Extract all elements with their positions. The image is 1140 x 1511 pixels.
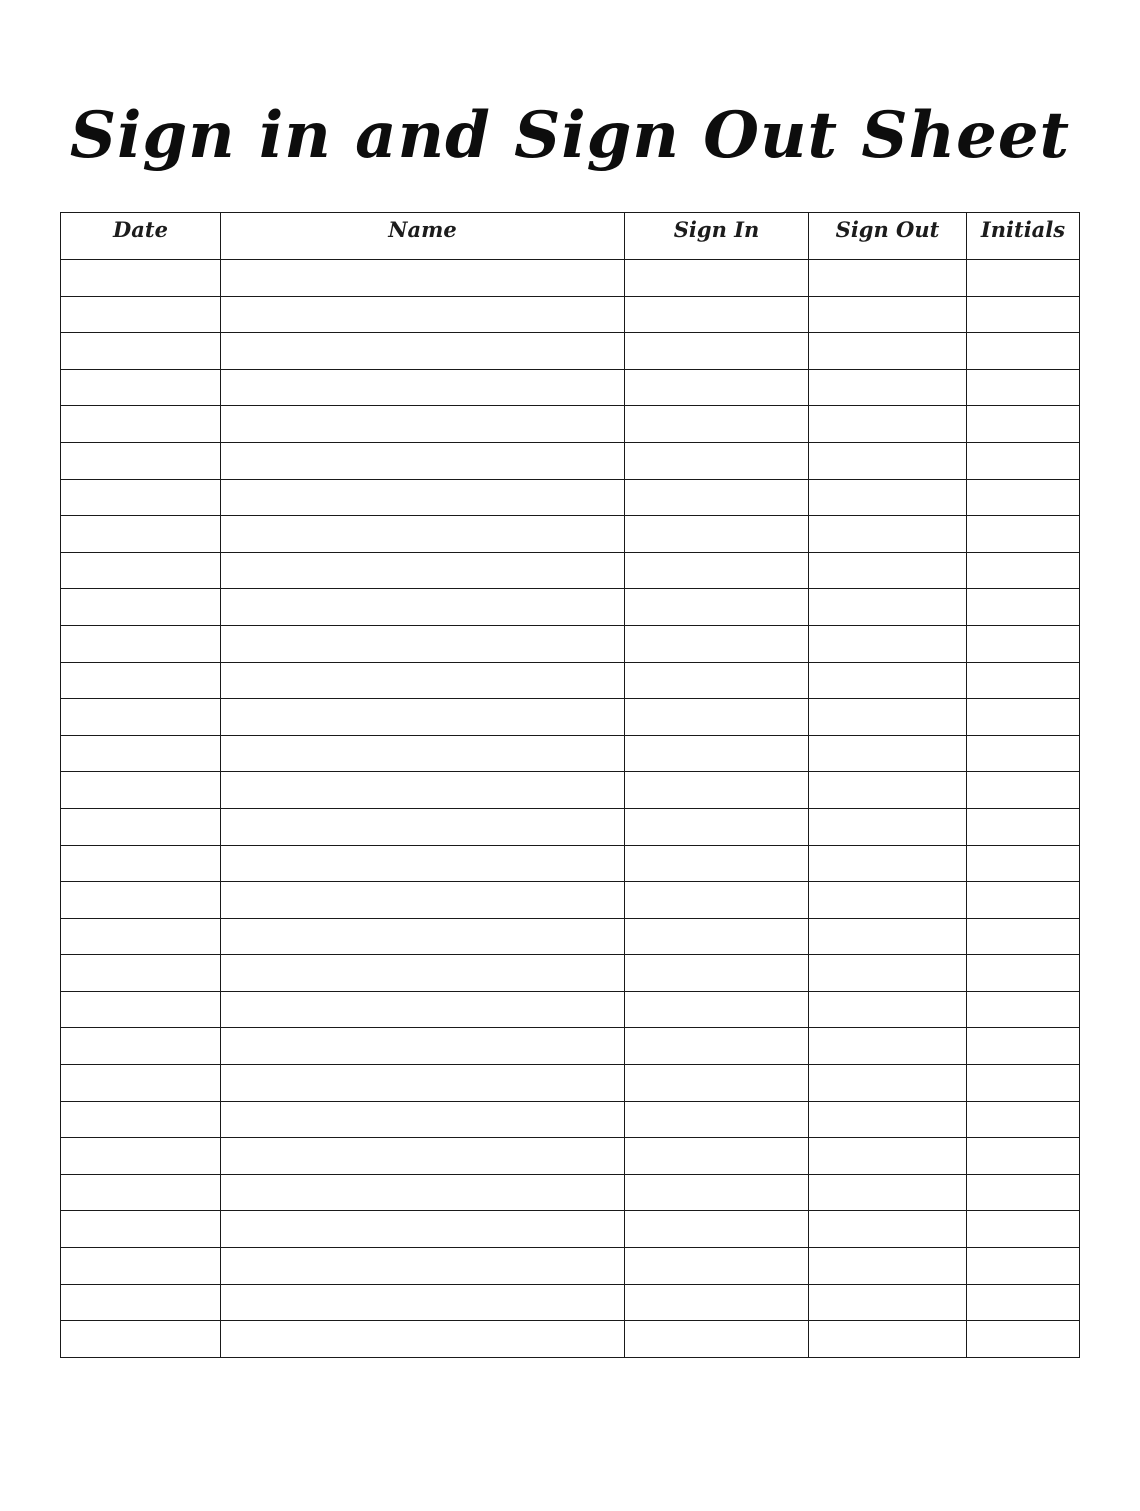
initials-cell[interactable] [967,808,1080,845]
sign-in-cell[interactable] [625,1174,809,1211]
initials-cell[interactable] [967,333,1080,370]
sign-in-cell[interactable] [625,516,809,553]
date-cell[interactable] [61,406,221,443]
table-row [61,1028,1080,1065]
sign-in-cell[interactable] [625,1248,809,1285]
table-row [61,772,1080,809]
date-cell[interactable] [61,1284,221,1321]
name-cell[interactable] [221,955,625,992]
date-cell[interactable] [61,442,221,479]
date-cell[interactable] [61,955,221,992]
sign-out-cell[interactable] [809,296,967,333]
date-cell[interactable] [61,333,221,370]
initials-cell[interactable] [967,1211,1080,1248]
table-row [61,1101,1080,1138]
sign-out-cell[interactable] [809,1028,967,1065]
sign-out-cell[interactable] [809,991,967,1028]
name-cell[interactable] [221,369,625,406]
initials-cell[interactable] [967,1138,1080,1175]
initials-cell[interactable] [967,1065,1080,1102]
sign-in-cell[interactable] [625,735,809,772]
table-row [61,1284,1080,1321]
date-cell[interactable] [61,625,221,662]
date-cell[interactable] [61,772,221,809]
sign-in-cell[interactable] [625,699,809,736]
date-cell[interactable] [61,1211,221,1248]
date-cell[interactable] [61,918,221,955]
table-row [61,406,1080,443]
name-cell[interactable] [221,1065,625,1102]
sign-in-cell[interactable] [625,808,809,845]
name-cell[interactable] [221,882,625,919]
sign-out-cell[interactable] [809,1211,967,1248]
date-cell[interactable] [61,808,221,845]
column-header-name: Name [221,213,625,260]
name-cell[interactable] [221,1101,625,1138]
table-row [61,918,1080,955]
initials-cell[interactable] [967,260,1080,297]
sign-out-cell[interactable] [809,1321,967,1358]
initials-cell[interactable] [967,625,1080,662]
initials-cell[interactable] [967,1284,1080,1321]
date-cell[interactable] [61,991,221,1028]
sign-in-cell[interactable] [625,845,809,882]
sign-out-cell[interactable] [809,772,967,809]
sign-out-cell[interactable] [809,808,967,845]
name-cell[interactable] [221,808,625,845]
initials-cell[interactable] [967,406,1080,443]
initials-cell[interactable] [967,772,1080,809]
initials-cell[interactable] [967,589,1080,626]
name-cell[interactable] [221,333,625,370]
sign-out-cell[interactable] [809,479,967,516]
sign-in-cell[interactable] [625,918,809,955]
name-cell[interactable] [221,662,625,699]
column-header-sign-in: Sign In [625,213,809,260]
name-cell[interactable] [221,699,625,736]
sign-in-cell[interactable] [625,1211,809,1248]
initials-cell[interactable] [967,735,1080,772]
date-cell[interactable] [61,260,221,297]
sign-in-cell[interactable] [625,406,809,443]
date-cell[interactable] [61,589,221,626]
initials-cell[interactable] [967,369,1080,406]
table-row [61,1321,1080,1358]
date-cell[interactable] [61,845,221,882]
table-row [61,1174,1080,1211]
initials-cell[interactable] [967,882,1080,919]
name-cell[interactable] [221,589,625,626]
table-row [61,479,1080,516]
name-cell[interactable] [221,442,625,479]
name-cell[interactable] [221,1174,625,1211]
sign-in-cell[interactable] [625,955,809,992]
date-cell[interactable] [61,1028,221,1065]
name-cell[interactable] [221,260,625,297]
initials-cell[interactable] [967,1321,1080,1358]
sign-in-cell[interactable] [625,882,809,919]
date-cell[interactable] [61,296,221,333]
initials-cell[interactable] [967,552,1080,589]
table-row [61,955,1080,992]
table-row [61,991,1080,1028]
sign-out-cell[interactable] [809,845,967,882]
date-cell[interactable] [61,735,221,772]
date-cell[interactable] [61,1065,221,1102]
table-row [61,589,1080,626]
column-header-date: Date [61,213,221,260]
initials-cell[interactable] [967,955,1080,992]
initials-cell[interactable] [967,1028,1080,1065]
date-cell[interactable] [61,516,221,553]
sign-in-cell[interactable] [625,333,809,370]
table-row [61,296,1080,333]
sign-in-cell[interactable] [625,1028,809,1065]
initials-cell[interactable] [967,1174,1080,1211]
sign-out-cell[interactable] [809,955,967,992]
initials-cell[interactable] [967,516,1080,553]
table-row [61,882,1080,919]
sign-out-cell[interactable] [809,1248,967,1285]
initials-cell[interactable] [967,1248,1080,1285]
name-cell[interactable] [221,1284,625,1321]
sign-in-cell[interactable] [625,991,809,1028]
sign-out-cell[interactable] [809,333,967,370]
name-cell[interactable] [221,552,625,589]
sign-out-cell[interactable] [809,589,967,626]
table-row [61,516,1080,553]
sign-out-cell[interactable] [809,918,967,955]
table-header-row [61,213,1080,260]
sign-in-cell[interactable] [625,589,809,626]
table-row [61,625,1080,662]
date-cell[interactable] [61,1174,221,1211]
table-row [61,260,1080,297]
initials-cell[interactable] [967,699,1080,736]
table-row [61,1138,1080,1175]
name-cell[interactable] [221,296,625,333]
sign-out-cell[interactable] [809,662,967,699]
date-cell[interactable] [61,479,221,516]
sign-in-cell[interactable] [625,296,809,333]
sign-in-cell[interactable] [625,625,809,662]
sign-out-cell[interactable] [809,442,967,479]
sign-out-cell[interactable] [809,1174,967,1211]
name-cell[interactable] [221,1321,625,1358]
sign-in-cell[interactable] [625,442,809,479]
table-row [61,1248,1080,1285]
sheet-title: Sign in and Sign Out Sheet [69,98,1071,173]
date-cell[interactable] [61,552,221,589]
name-cell[interactable] [221,406,625,443]
date-cell[interactable] [61,1321,221,1358]
initials-cell[interactable] [967,1101,1080,1138]
name-cell[interactable] [221,1248,625,1285]
sign-out-cell[interactable] [809,1284,967,1321]
date-cell[interactable] [61,882,221,919]
sign-in-cell[interactable] [625,1321,809,1358]
sign-out-cell[interactable] [809,625,967,662]
sign-in-table [60,212,1080,1358]
initials-cell[interactable] [967,479,1080,516]
name-cell[interactable] [221,516,625,553]
table-row [61,1211,1080,1248]
date-cell[interactable] [61,369,221,406]
table-row [61,845,1080,882]
sign-out-cell[interactable] [809,882,967,919]
date-cell[interactable] [61,699,221,736]
sign-in-cell[interactable] [625,369,809,406]
column-header-initials: Initials [967,213,1080,260]
sign-out-cell[interactable] [809,552,967,589]
sign-out-cell[interactable] [809,1065,967,1102]
table-row [61,735,1080,772]
date-cell[interactable] [61,1101,221,1138]
sign-in-cell[interactable] [625,662,809,699]
date-cell[interactable] [61,1138,221,1175]
initials-cell[interactable] [967,991,1080,1028]
table-row [61,662,1080,699]
initials-cell[interactable] [967,296,1080,333]
sign-in-cell[interactable] [625,1101,809,1138]
initials-cell[interactable] [967,845,1080,882]
table-row [61,333,1080,370]
sign-out-cell[interactable] [809,369,967,406]
sign-in-cell[interactable] [625,1065,809,1102]
sign-out-cell[interactable] [809,260,967,297]
name-cell[interactable] [221,625,625,662]
name-cell[interactable] [221,735,625,772]
table-row [61,808,1080,845]
date-cell[interactable] [61,1248,221,1285]
table-row [61,699,1080,736]
sign-out-cell[interactable] [809,1101,967,1138]
table-row [61,369,1080,406]
sign-in-cell[interactable] [625,772,809,809]
table-row [61,552,1080,589]
sign-out-cell[interactable] [809,1138,967,1175]
name-cell[interactable] [221,845,625,882]
name-cell[interactable] [221,991,625,1028]
column-header-sign-out: Sign Out [809,213,967,260]
name-cell[interactable] [221,1028,625,1065]
sign-out-cell[interactable] [809,516,967,553]
name-cell[interactable] [221,479,625,516]
sign-out-cell[interactable] [809,406,967,443]
sign-in-cell[interactable] [625,552,809,589]
table-row [61,1065,1080,1102]
sign-in-cell[interactable] [625,1138,809,1175]
sign-out-cell[interactable] [809,735,967,772]
table-body [61,260,1080,1358]
initials-cell[interactable] [967,442,1080,479]
sign-in-cell[interactable] [625,1284,809,1321]
name-cell[interactable] [221,1138,625,1175]
sign-in-cell[interactable] [625,479,809,516]
table-row [61,442,1080,479]
date-cell[interactable] [61,662,221,699]
initials-cell[interactable] [967,662,1080,699]
initials-cell[interactable] [967,918,1080,955]
name-cell[interactable] [221,1211,625,1248]
sign-in-cell[interactable] [625,260,809,297]
name-cell[interactable] [221,918,625,955]
name-cell[interactable] [221,772,625,809]
sign-out-cell[interactable] [809,699,967,736]
